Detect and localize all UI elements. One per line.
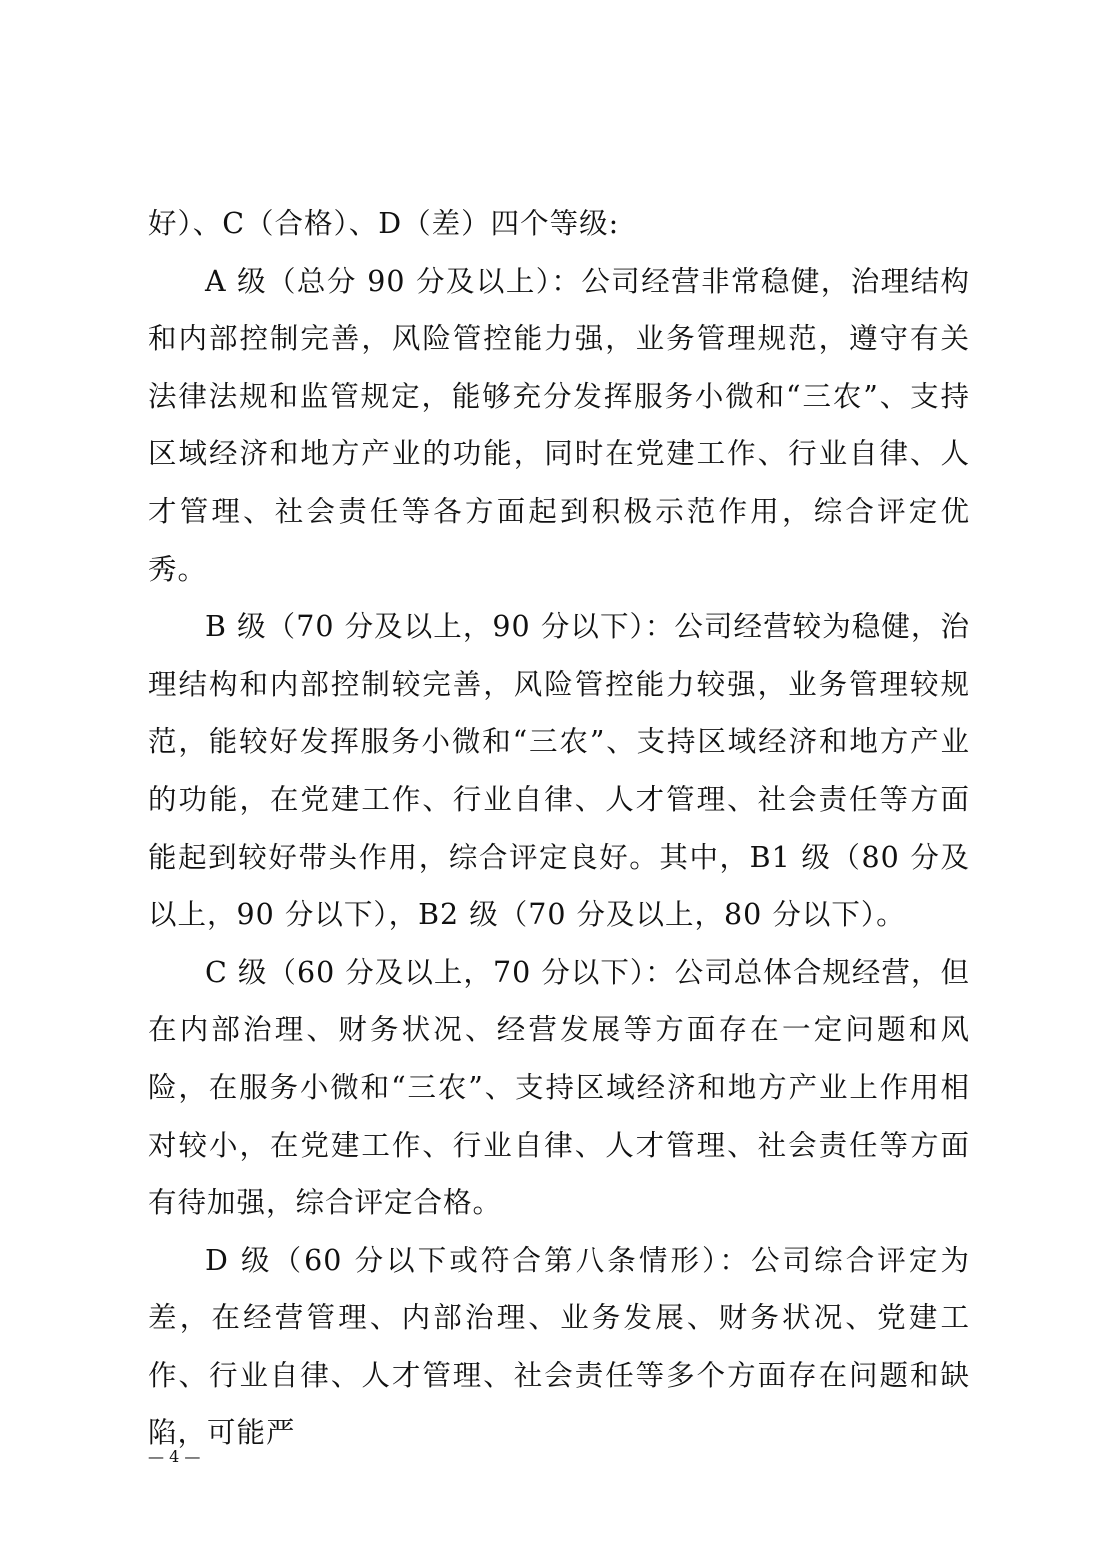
paragraph-grade-b: B 级（70 分及以上，90 分以下）：公司经营较为稳健，治理结构和内部控制较完善，风险管控能力较强，业务管理较规范，能较好发挥服务小微和“三农”、支持区域经济和地方产业的功能，在党建工作、行业自律、人才管理、社会责任等方面能起到较好带头作用，综合评定良好。其中，B1 级（80 分及以上，90 分以下），B2 级（70 分及以上，80 分以下）。 [148,610,970,932]
page-number: — 4 — [148,1447,201,1466]
paragraph-grade-a: A 级（总分 90 分及以上）：公司经营非常稳健，治理结构和内部控制完善，风险管控能力强，业务管理规范，遵守有关法律法规和监管规定，能够充分发挥服务小微和“三农”、支持区域经济和地方产业的功能，同时在党建工作、行业自律、人才管理、社会责任等各方面起到积极示范作用，综合评定优秀。 [148,264,970,586]
paragraph-continuation: 好）、C（合格）、D（差）四个等级: [148,207,620,240]
paragraph-grade-c: C 级（60 分及以上，70 分以下）：公司总体合规经营，但在内部治理、财务状况、经营发展等方面存在一定问题和风险，在服务小微和“三农”、支持区域经济和地方产业上作用相对较小，在党建工作、行业自律、人才管理、社会责任等方面有待加强，综合评定合格。 [148,955,970,1220]
paragraph-grade-d: D 级（60 分以下或符合第八条情形）：公司综合评定为差，在经营管理、内部治理、业务发展、财务状况、党建工作、行业自律、人才管理、社会责任等多个方面存在问题和缺陷，可能严 [148,1243,970,1450]
body-text [148,195,970,1462]
